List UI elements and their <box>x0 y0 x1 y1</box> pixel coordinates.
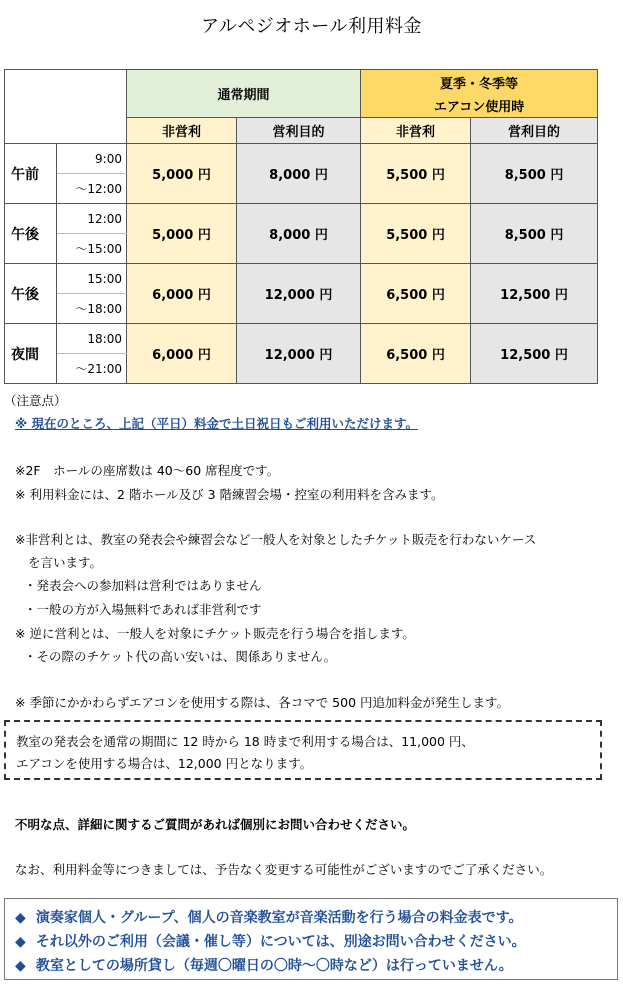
fee-cell: 12,500 円 <box>471 264 598 324</box>
fee-cell: 5,500 円 <box>361 204 471 264</box>
time-start: 12:00 <box>57 204 127 234</box>
row-label: 夜間 <box>5 324 57 384</box>
subheader-profit-1: 営利目的 <box>237 118 361 144</box>
time-end: ～21:00 <box>57 354 127 384</box>
time-end: ～12:00 <box>57 174 127 204</box>
subheader-nonprofit-2: 非営利 <box>361 118 471 144</box>
page-title: アルペジオホール利用料金 <box>201 16 422 37</box>
time-end: ～15:00 <box>57 234 127 264</box>
bullet-2: それ以外のご利用（会議・催し等）については、別途お問い合わせください。 <box>35 934 526 950</box>
header-aircon-line1: 夏季・冬季等 <box>440 76 519 92</box>
example-line2: エアコンを使用する場合は、12,000 円となります。 <box>16 756 313 771</box>
note-nonprofit-def-cont: を言います。 <box>28 555 103 570</box>
disclaimer-text: なお、利用料金等につきましては、予告なく変更する可能性がございますのでご了承ください。 <box>15 862 553 877</box>
bullet-1: 演奏家個人・グループ、個人の音楽教室が音楽活動を行う場合の料金表です。 <box>35 910 523 926</box>
fee-cell: 12,000 円 <box>237 324 361 384</box>
note-ticket-price: ・その際のチケット代の高い安いは、関係ありません。 <box>24 649 337 664</box>
note-participation: ・発表会への参加料は営利ではありません <box>24 578 262 593</box>
time-end: ～18:00 <box>57 294 127 324</box>
fee-cell: 6,500 円 <box>361 324 471 384</box>
fee-cell: 5,000 円 <box>127 144 237 204</box>
subheader-nonprofit-1: 非営利 <box>127 118 237 144</box>
fee-cell: 8,500 円 <box>471 144 598 204</box>
note-included: ※ 利用料金には、2 階ホール及び 3 階練習会場・控室の利用料を含みます。 <box>15 487 444 502</box>
example-line1: 教室の発表会を通常の期間に 12 時から 18 時まで利用する場合は、11,000 円、 <box>16 734 474 749</box>
fee-table <box>4 69 598 384</box>
fee-cell: 6,500 円 <box>361 264 471 324</box>
fee-cell: 8,000 円 <box>237 144 361 204</box>
notes-heading: （注意点） <box>4 393 67 408</box>
diamond-icon: ◆ <box>15 934 26 950</box>
fee-cell: 6,000 円 <box>127 324 237 384</box>
fee-cell: 5,500 円 <box>361 144 471 204</box>
row-label: 午前 <box>5 144 57 204</box>
example-box <box>4 720 602 780</box>
subheader-profit-2: 営利目的 <box>471 118 598 144</box>
fee-cell: 8,500 円 <box>471 204 598 264</box>
time-start: 18:00 <box>57 324 127 354</box>
time-start: 15:00 <box>57 264 127 294</box>
row-label: 午後 <box>5 264 57 324</box>
fee-cell: 12,500 円 <box>471 324 598 384</box>
header-normal-period: 通常期間 <box>127 70 361 118</box>
inquiry-text: 不明な点、詳細に関するご質問があれば個別にお問い合わせください。 <box>15 817 416 832</box>
bullet-3: 教室としての場所貸し（毎週〇曜日の〇時～〇時など）は行っていません。 <box>35 958 513 974</box>
fee-cell: 12,000 円 <box>237 264 361 324</box>
note-free-entry: ・一般の方が入場無料であれば非営利です <box>24 602 262 617</box>
weekend-notice: ※ 現在のところ、上記（平日）料金で土日祝日もご利用いただけます。 <box>15 416 419 431</box>
usage-scope-box <box>4 898 618 980</box>
header-aircon-line2: エアコン使用時 <box>433 99 525 115</box>
note-seats: ※2F ホールの座席数は 40～60 席程度です。 <box>15 463 280 478</box>
diamond-icon: ◆ <box>15 958 26 974</box>
header-aircon-period <box>361 70 598 118</box>
note-nonprofit-def: ※非営利とは、教室の発表会や練習会など一般人を対象としたチケット販売を行わないケース <box>15 532 537 547</box>
fee-cell: 8,000 円 <box>237 204 361 264</box>
row-label: 午後 <box>5 204 57 264</box>
fee-cell: 5,000 円 <box>127 204 237 264</box>
corner-cell <box>5 70 127 144</box>
time-start: 9:00 <box>57 144 127 174</box>
fee-cell: 6,000 円 <box>127 264 237 324</box>
diamond-icon: ◆ <box>15 910 26 926</box>
note-profit-def: ※ 逆に営利とは、一般人を対象にチケット販売を行う場合を指します。 <box>15 626 415 641</box>
note-aircon-fee: ※ 季節にかかわらずエアコンを使用する際は、各コマで 500 円追加料金が発生します。 <box>15 695 510 710</box>
